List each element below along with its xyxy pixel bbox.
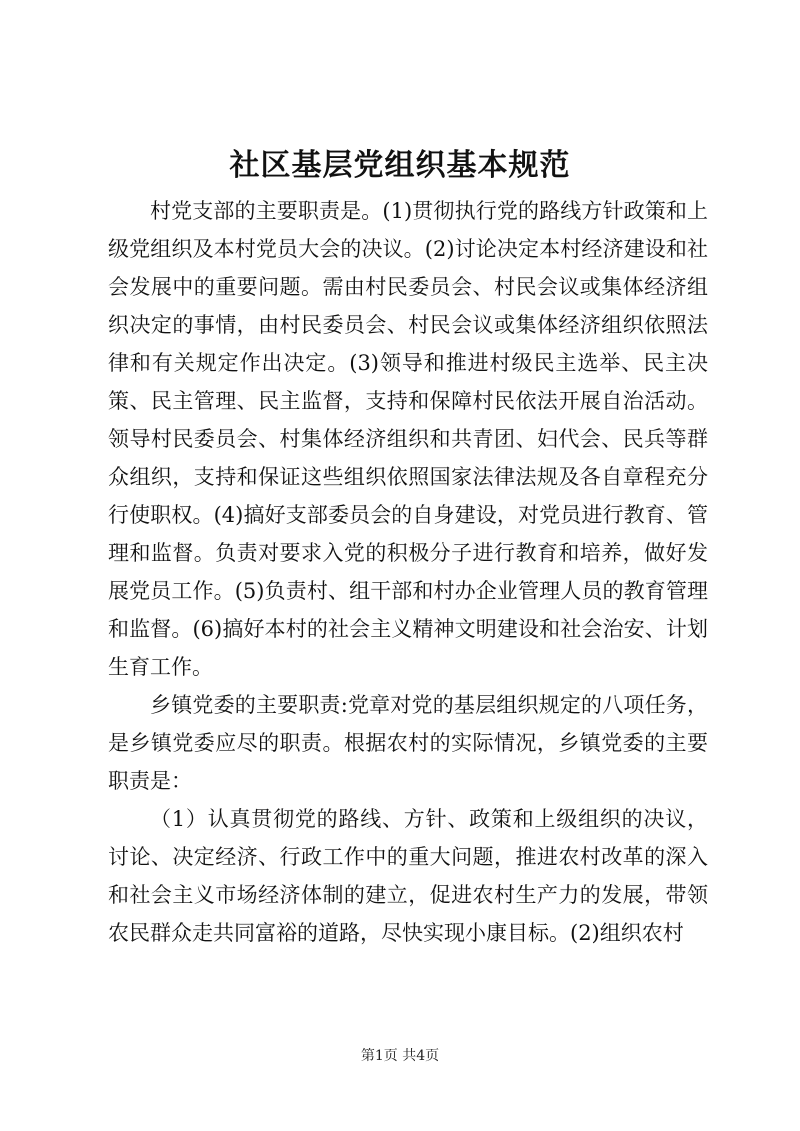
page-number-label: 第1页 共4页 xyxy=(360,1048,440,1064)
page-title: 社区基层党组织基本规范 xyxy=(229,148,571,183)
paragraph-township-committee-duties: 乡镇党委的主要职责:党章对党的基层组织规定的八项任务，是乡镇党委应尽的职责。根据农村的实际情况，乡镇党委的主要职责是： xyxy=(108,693,708,793)
page-footer xyxy=(0,1045,800,1065)
paragraph-duty-item-1: （1）认真贯彻党的路线、方针、政策和上级组织的决议，讨论、决定经济、行政工作中的重大问题，推进农村改革的深入和社会主义市场经济体制的建立，促进农村生产力的发展，带领农民群众走共同富裕的道路，尽快实现小康目标。(2)组织农村 xyxy=(108,807,708,945)
document-body xyxy=(108,192,708,952)
paragraph-village-branch-duties: 村党支部的主要职责是。(1)贯彻执行党的路线方针政策和上级党组织及本村党员大会的决议。(2)讨论决定本村经济建设和社会发展中的重要问题。需由村民委员会、村民会议或集体经济组织决定的事情，由村民委员会、村民会议或集体经济组织依照法律和有关规定作出决定。(3)领导和推进村级民主选举、民主决策、民主管理、民主监督，支持和保障村民依法开展自治活动。领导村民委员会、村集体经济组织和共青团、妇代会、民兵等群众组织，支持和保证这些组织依照国家法律法规及各自章程充分行使职权。(4)搞好支部委员会的自身建设，对党员进行教育、管理和监督。负责对要求入党的积极分子进行教育和培养，做好发展党员工作。(5)负责村、组干部和村办企业管理人员的教育管理和监督。(6)搞好本村的社会主义精神文明建设和社会治安、计划生育工作。 xyxy=(108,199,708,679)
